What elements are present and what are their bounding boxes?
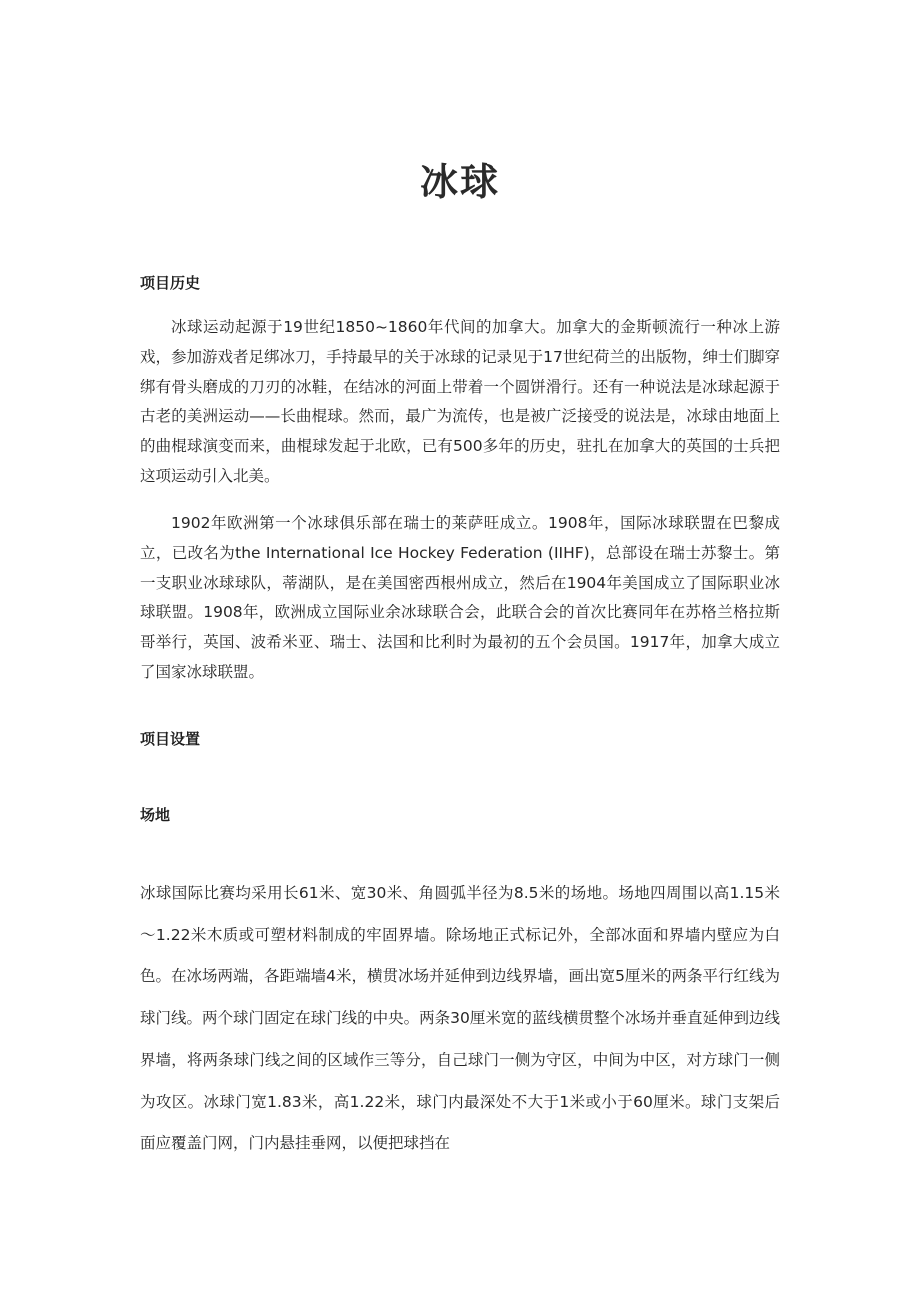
document-title: 冰球: [419, 160, 500, 204]
section-heading-setup: 项目设置: [140, 730, 201, 748]
field-paragraph: 冰球国际比赛均采用长61米、宽30米、角圆弧半径为8.5米的场地。场地四周围以高1.15米～1.22米木质或可塑材料制成的牢固界墙。除场地正式标记外，全部冰面和界墙内壁应为白色。在冰场两端，各距端墙4米，横贯冰场并延伸到边线界墙，画出宽5厘米的两条平行红线为球门线。两个球门固定在球门线的中央。两条30厘米宽的蓝线横贯整个冰场并垂直延伸到边线界墙，将两条球门线之间的区域作三等分，自己球门一侧为守区，中间为中区，对方球门一侧为攻区。冰球门宽1.83米，高1.22米，球门内最深处不大于1米或小于60厘米。球门支架后面应覆盖门网，门内悬挂垂网，以便把球挡在: [140, 884, 780, 1153]
history-paragraph-2: 1902年欧洲第一个冰球俱乐部在瑞士的莱萨旺成立。1908年，国际冰球联盟在巴黎成立，已改名为the International Ice Hockey Federation (IIHF)，总部设在瑞士苏黎士。第一支职业冰球球队，蒂湖队，是在美国密西根州成立，然后在1904年美国成立了国际职业冰球联盟。1908年，欧洲成立国际业余冰球联合会，此联合会的首次比赛同年在苏格兰格拉斯哥举行，英国、波希米亚、瑞士、法国和比利时为最初的五个会员国。1917年，加拿大成立了国家冰球联盟。: [140, 514, 780, 681]
section-heading-history: 项目历史: [140, 274, 201, 292]
subsection-heading-field: 场地: [140, 806, 171, 824]
history-paragraph-1: 冰球运动起源于19世纪1850~1860年代间的加拿大。加拿大的金斯顿流行一种冰上游戏，参加游戏者足绑冰刀，手持最早的关于冰球的记录见于17世纪荷兰的出版物，绅士们脚穿绑有骨头磨成的刀刃的冰鞋，在结冰的河面上带着一个圆饼滑行。还有一种说法是冰球起源于古老的美洲运动——长曲棍球。然而，最广为流传，也是被广泛接受的说法是，冰球由地面上的曲棍球演变而来，曲棍球发起于北欧，已有500多年的历史，驻扎在加拿大的英国的士兵把这项运动引入北美。: [140, 318, 780, 485]
